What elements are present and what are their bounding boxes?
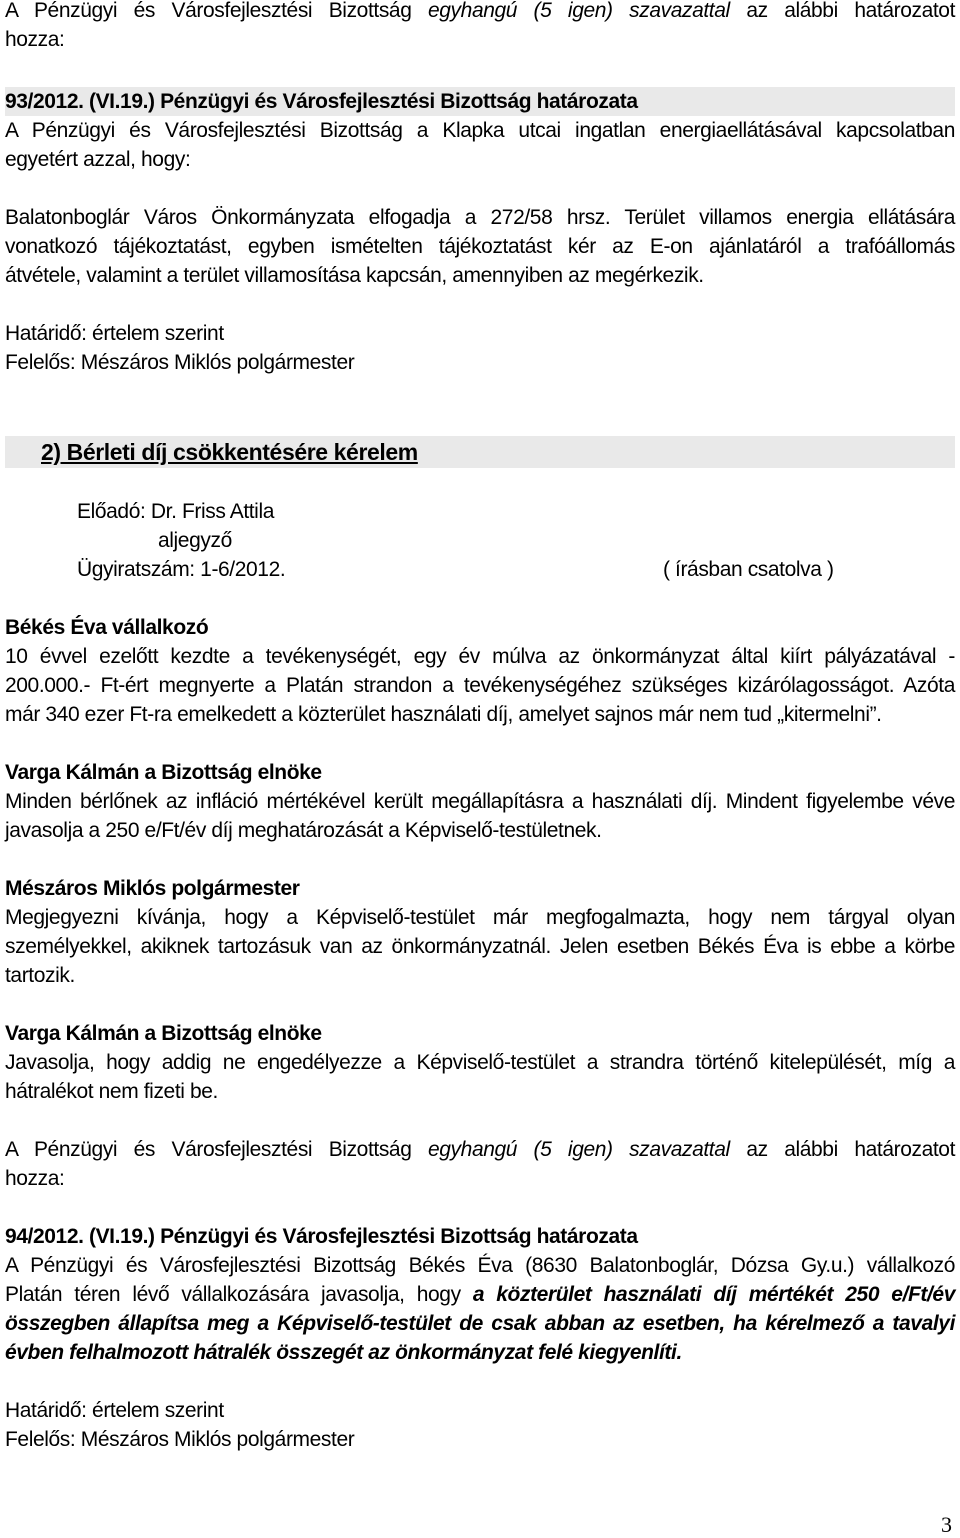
speech-line: tartozik. <box>5 964 75 987</box>
vote-text: A Pénzügyi és Városfejlesztési Bizottság <box>5 0 412 22</box>
presenter-label: Előadó: <box>77 500 146 523</box>
resolution-intro-line: egyetért azzal, hogy: <box>5 148 191 171</box>
speech-line: 200.000.- Ft-ért megnyerte a Platán strandon a tevékenységéhez szükséges kizárólagosságot. Azóta <box>5 674 955 697</box>
presenter-name: Dr. Friss Attila <box>150 500 274 523</box>
speech-line: személyekkel, akiknek tartozásuk van az önkormányzatnál. Jelen esetben Békés Éva is ebbe a körbe <box>5 935 955 958</box>
vote-text-end: az alábbi határozatot <box>746 0 956 22</box>
vote-statement-1-cont: hozza: <box>5 28 65 51</box>
deadline-line: Határidő: értelem szerint <box>5 322 224 345</box>
speech-line: Megjegyezni kívánja, hogy a Képviselő-testület már megfogalmazta, hogy nem tárgyal olyan <box>5 906 955 929</box>
presenter-line <box>77 497 955 526</box>
speaker-name: Varga Kálmán a Bizottság elnöke <box>5 761 322 784</box>
speech-line: javasolja a 250 e/Ft/év díj meghatározását a Képviselő-testületnek. <box>5 819 602 842</box>
vote-emphasis: egyhangú (5 igen) szavazattal <box>428 0 730 22</box>
resolution-intro-line: A Pénzügyi és Városfejlesztési Bizottság a Klapka utcai ingatlan energiaellátásával kapcsolatban <box>5 119 955 142</box>
file-number: Ügyiratszám: 1-6/2012. <box>77 558 286 581</box>
vote-statement-1 <box>5 0 955 25</box>
deadline-line: Határidő: értelem szerint <box>5 1399 224 1422</box>
resolution-line: összegben állapítsa meg a Képviselő-testület de csak abban az esetben, ha kérelmező a tavalyi <box>5 1312 955 1335</box>
resolution-line: A Pénzügyi és Városfejlesztési Bizottság Békés Éva (8630 Balatonboglár, Dózsa Gy.u.) vállalkozó <box>5 1254 955 1277</box>
resolution-body-line: Balatonboglár Város Önkormányzata elfogadja a 272/58 hrsz. Terület villamos energia ellátására <box>5 206 955 229</box>
resolution-body-line: vonatkozó tájékoztatást, egyben ismételten tájékoztatást kér az E-on ajánlatáról a trafóállomás <box>5 235 955 258</box>
vote-emphasis: egyhangú (5 igen) szavazattal <box>428 1138 730 1161</box>
vote-text: A Pénzügyi és Városfejlesztési Bizottság <box>5 1138 412 1161</box>
speech-line: 10 évvel ezelőtt kezdte a tevékenységét, egy év múlva az önkormányzat által kiírt pályázatával - <box>5 645 955 668</box>
speaker-name: Békés Éva vállalkozó <box>5 616 209 639</box>
speech-line: Javasolja, hogy addig ne engedélyezze a Képviselő-testület a strandra történő kitelepülését, míg a <box>5 1051 955 1074</box>
resolution-line: évben felhalmozott hátralék összegét az önkormányzat felé kiegyenlíti. <box>5 1341 682 1364</box>
attached-note: ( írásban csatolva ) <box>663 558 834 581</box>
resolution-title-93: 93/2012. (VI.19.) Pénzügyi és Városfejlesztési Bizottság határozata <box>5 87 955 116</box>
resolution-emphasis: a közterület használati díj mértékét 250 e/Ft/év <box>472 1283 955 1306</box>
resolution-title-94: 94/2012. (VI.19.) Pénzügyi és Városfejlesztési Bizottság határozata <box>5 1225 638 1248</box>
page-number: 3 <box>941 1512 952 1537</box>
speech-line: már 340 ezer Ft-ra emelkedett a közterület használati díj, amelyet sajnos már nem tud „kitermelni”. <box>5 703 882 726</box>
speech-line: hátralékot nem fizeti be. <box>5 1080 218 1103</box>
vote-statement-2 <box>5 1135 955 1164</box>
speaker-name: Varga Kálmán a Bizottság elnöke <box>5 1022 322 1045</box>
section-heading-bar <box>5 436 955 468</box>
responsible-line: Felelős: Mészáros Miklós polgármester <box>5 351 355 374</box>
vote-statement-2-cont: hozza: <box>5 1167 65 1190</box>
section-heading: 2) Bérleti díj csökkentésére kérelem <box>41 439 418 465</box>
speech-line: Minden bérlőnek az infláció mértékével került megállapításra a használati díj. Mindent figyelembe véve <box>5 790 955 813</box>
resolution-line <box>5 1280 955 1309</box>
vote-text-end: az alábbi határozatot <box>746 1138 956 1161</box>
resolution-text: Platán téren lévő vállalkozására javasolja, hogy <box>5 1283 461 1306</box>
speaker-name: Mészáros Miklós polgármester <box>5 877 300 900</box>
resolution-body-line: átvétele, valamint a terület villamosítása kapcsán, amennyiben az megérkezik. <box>5 264 704 287</box>
presenter-role: aljegyző <box>158 529 232 552</box>
responsible-line: Felelős: Mészáros Miklós polgármester <box>5 1428 355 1451</box>
